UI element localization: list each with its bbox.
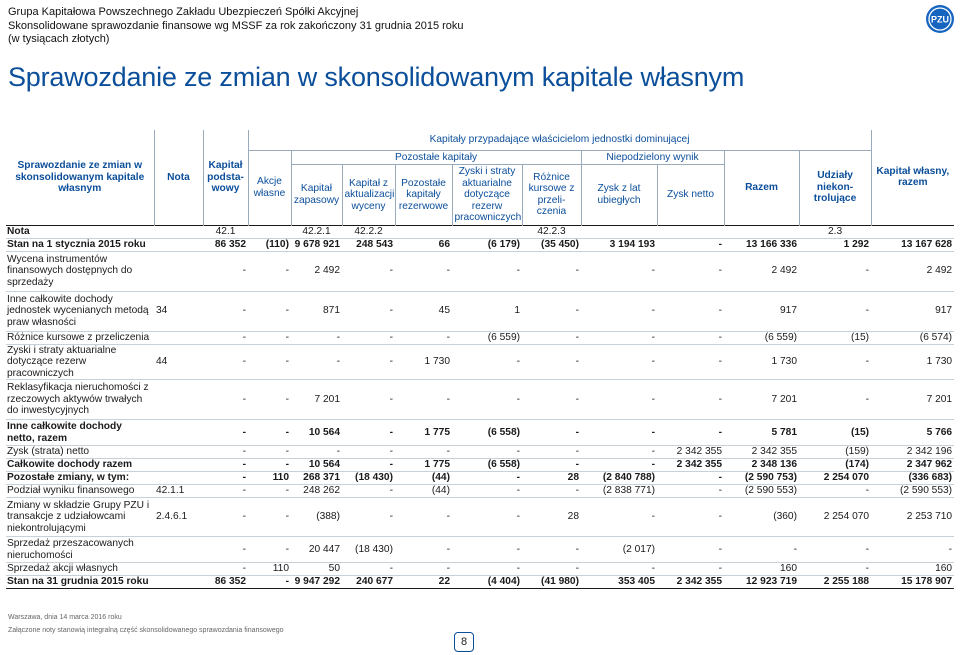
- value-cell: -: [342, 344, 395, 380]
- value-cell: -: [871, 537, 954, 563]
- col-header-label: Sprawozdanie ze zmian w skonsolidowanym kapitale własnym: [15, 160, 145, 194]
- value-cell: (2 590 553): [724, 485, 799, 498]
- row-label: Podział wyniku finansowego: [6, 485, 154, 498]
- row-label: Całkowite dochody razem: [6, 459, 154, 472]
- value-cell: 22: [395, 576, 452, 589]
- value-cell: 13 167 628: [871, 238, 954, 251]
- value-cell: -: [203, 472, 248, 485]
- value-cell: -: [342, 446, 395, 459]
- value-cell: 5 781: [724, 420, 799, 446]
- value-cell: -: [203, 446, 248, 459]
- table-row: [6, 537, 954, 563]
- row-nota: 42.1.1: [154, 485, 203, 498]
- value-cell: 1 775: [395, 459, 452, 472]
- value-cell: 110: [248, 472, 291, 485]
- value-cell: (6 179): [452, 238, 522, 251]
- value-cell: -: [291, 331, 342, 344]
- value-cell: 7 201: [871, 380, 954, 420]
- value-cell: 2 254 070: [799, 498, 871, 537]
- value-cell: -: [248, 459, 291, 472]
- value-cell: 45: [395, 291, 452, 331]
- row-label: Reklasyfikacja nieruchomości z rzeczowych aktywów trwałych do inwestycyjnych: [6, 380, 154, 420]
- footer-place-date: Warszawa, dnia 14 marca 2016 roku: [8, 614, 122, 621]
- value-cell: -: [522, 446, 581, 459]
- value-cell: -: [581, 459, 657, 472]
- row-label: Inne całkowite dochody netto, razem: [6, 420, 154, 446]
- value-cell: (2 838 771): [581, 485, 657, 498]
- value-cell: -: [522, 537, 581, 563]
- value-cell: 28: [522, 472, 581, 485]
- value-cell: 2 492: [724, 251, 799, 291]
- value-cell: -: [522, 344, 581, 380]
- col-header-udzialy: Udziały niekon-trolujące: [799, 150, 871, 225]
- nota-cell: 42.1: [203, 225, 248, 238]
- value-cell: -: [452, 380, 522, 420]
- value-cell: 15 178 907: [871, 576, 954, 589]
- value-cell: -: [522, 459, 581, 472]
- row-nota: [154, 576, 203, 589]
- value-cell: -: [395, 537, 452, 563]
- value-cell: -: [522, 251, 581, 291]
- value-cell: 2 347 962: [871, 459, 954, 472]
- value-cell: 2 492: [291, 251, 342, 291]
- value-cell: (18 430): [342, 537, 395, 563]
- header-units: (w tysiącach złotych): [8, 33, 110, 45]
- value-cell: -: [203, 563, 248, 576]
- value-cell: 1: [452, 291, 522, 331]
- page-number: 8: [454, 632, 474, 652]
- value-cell: (44): [395, 485, 452, 498]
- col-header-nota: Nota: [154, 130, 203, 225]
- value-cell: (44): [395, 472, 452, 485]
- value-cell: -: [657, 485, 724, 498]
- value-cell: (6 574): [871, 331, 954, 344]
- value-cell: 2 342 196: [871, 446, 954, 459]
- value-cell: -: [248, 344, 291, 380]
- row-nota: [154, 238, 203, 251]
- value-cell: 2 255 188: [799, 576, 871, 589]
- value-cell: -: [522, 485, 581, 498]
- value-cell: -: [581, 331, 657, 344]
- value-cell: 2 492: [871, 251, 954, 291]
- col-header-roznice-kursowe: Różnice kursowe z przeli-czenia: [522, 165, 581, 226]
- value-cell: 12 923 719: [724, 576, 799, 589]
- value-cell: -: [248, 251, 291, 291]
- table-row: [6, 576, 954, 589]
- value-cell: -: [657, 498, 724, 537]
- value-cell: -: [522, 380, 581, 420]
- value-cell: 1 730: [871, 344, 954, 380]
- value-cell: -: [452, 485, 522, 498]
- value-cell: (2 590 753): [724, 472, 799, 485]
- pzu-logo: [925, 4, 955, 34]
- value-cell: -: [203, 331, 248, 344]
- value-cell: -: [581, 291, 657, 331]
- nota-cell: [871, 225, 954, 238]
- value-cell: -: [452, 251, 522, 291]
- value-cell: 240 677: [342, 576, 395, 589]
- value-cell: 13 166 336: [724, 238, 799, 251]
- table-row: [6, 563, 954, 576]
- value-cell: -: [248, 291, 291, 331]
- value-cell: -: [203, 459, 248, 472]
- value-cell: -: [395, 251, 452, 291]
- value-cell: 50: [291, 563, 342, 576]
- table-row: [6, 344, 954, 380]
- col-header-razem: Razem: [724, 150, 799, 225]
- row-nota: 44: [154, 344, 203, 380]
- value-cell: 3 194 193: [581, 238, 657, 251]
- value-cell: (15): [799, 420, 871, 446]
- value-cell: -: [203, 420, 248, 446]
- value-cell: -: [203, 291, 248, 331]
- row-label: Pozostałe zmiany, w tym:: [6, 472, 154, 485]
- value-cell: -: [248, 380, 291, 420]
- value-cell: (41 980): [522, 576, 581, 589]
- row-nota: 34: [154, 291, 203, 331]
- value-cell: 10 564: [291, 420, 342, 446]
- value-cell: -: [799, 291, 871, 331]
- col-header-kapital-wlasny-razem: Kapitał własny, razem: [871, 130, 954, 225]
- value-cell: -: [395, 380, 452, 420]
- value-cell: 1 730: [395, 344, 452, 380]
- value-cell: (18 430): [342, 472, 395, 485]
- value-cell: -: [342, 459, 395, 472]
- nota-cell: [248, 225, 291, 238]
- row-nota: [154, 459, 203, 472]
- header-company: Grupa Kapitałowa Powszechnego Zakładu Ubezpieczeń Spółki Akcyjnej: [8, 6, 359, 18]
- value-cell: -: [452, 498, 522, 537]
- value-cell: -: [291, 446, 342, 459]
- row-label: Stan na 1 stycznia 2015 roku: [6, 238, 154, 251]
- value-cell: -: [452, 472, 522, 485]
- value-cell: 86 352: [203, 576, 248, 589]
- col-header-zysk-netto: Zysk netto: [657, 165, 724, 226]
- value-cell: 268 371: [291, 472, 342, 485]
- table-row: [6, 251, 954, 291]
- col-header-kapital-zapasowy: Kapitał zapasowy: [291, 165, 342, 226]
- value-cell: (6 559): [724, 331, 799, 344]
- value-cell: -: [522, 331, 581, 344]
- table-row: [6, 331, 954, 344]
- row-nota: 2.4.6.1: [154, 498, 203, 537]
- table-row: [6, 459, 954, 472]
- value-cell: -: [395, 563, 452, 576]
- value-cell: 66: [395, 238, 452, 251]
- value-cell: -: [724, 537, 799, 563]
- row-nota: [154, 563, 203, 576]
- row-label: Różnice kursowe z przeliczenia: [6, 331, 154, 344]
- value-cell: 2 348 136: [724, 459, 799, 472]
- value-cell: 7 201: [291, 380, 342, 420]
- value-cell: -: [342, 498, 395, 537]
- value-cell: -: [342, 251, 395, 291]
- value-cell: (35 450): [522, 238, 581, 251]
- value-cell: 871: [291, 291, 342, 331]
- nota-row-label: Nota: [6, 225, 154, 238]
- value-cell: -: [657, 472, 724, 485]
- row-label: Zmiany w składzie Grupy PZU i transakcje z udziałowcami niekontrolującymi: [6, 498, 154, 537]
- value-cell: -: [581, 251, 657, 291]
- row-nota: [154, 251, 203, 291]
- value-cell: -: [248, 498, 291, 537]
- value-cell: -: [342, 485, 395, 498]
- value-cell: (15): [799, 331, 871, 344]
- table-row: [6, 420, 954, 446]
- nota-cell: [395, 225, 452, 238]
- value-cell: 248 543: [342, 238, 395, 251]
- table-row: [6, 380, 954, 420]
- value-cell: 2 253 710: [871, 498, 954, 537]
- value-cell: 5 766: [871, 420, 954, 446]
- row-nota: [154, 537, 203, 563]
- value-cell: -: [657, 251, 724, 291]
- value-cell: 110: [248, 563, 291, 576]
- row-label: Inne całkowite dochody jednostek wycenianych metodą praw własności: [6, 291, 154, 331]
- value-cell: -: [452, 563, 522, 576]
- value-cell: -: [581, 498, 657, 537]
- value-cell: -: [452, 446, 522, 459]
- value-cell: -: [799, 380, 871, 420]
- row-label: Sprzedaż akcji własnych: [6, 563, 154, 576]
- value-cell: -: [581, 380, 657, 420]
- value-cell: -: [657, 344, 724, 380]
- value-cell: (110): [248, 238, 291, 251]
- value-cell: 1 730: [724, 344, 799, 380]
- value-cell: (2 590 553): [871, 485, 954, 498]
- table-row: [6, 238, 954, 251]
- value-cell: 28: [522, 498, 581, 537]
- row-label: Zysk (strata) netto: [6, 446, 154, 459]
- value-cell: 10 564: [291, 459, 342, 472]
- document-header: [8, 6, 464, 47]
- value-cell: 2 254 070: [799, 472, 871, 485]
- value-cell: 160: [724, 563, 799, 576]
- table-row: [6, 446, 954, 459]
- value-cell: (336 683): [871, 472, 954, 485]
- value-cell: -: [657, 238, 724, 251]
- value-cell: -: [657, 291, 724, 331]
- value-cell: -: [799, 563, 871, 576]
- value-cell: -: [203, 498, 248, 537]
- value-cell: -: [452, 344, 522, 380]
- value-cell: -: [395, 331, 452, 344]
- row-nota: [154, 446, 203, 459]
- table-body: [6, 225, 954, 589]
- value-cell: -: [657, 380, 724, 420]
- value-cell: -: [657, 420, 724, 446]
- nota-cell: [452, 225, 522, 238]
- row-label: Wycena instrumentów finansowych dostępnych do sprzedaży: [6, 251, 154, 291]
- value-cell: 917: [724, 291, 799, 331]
- value-cell: 2 342 355: [657, 446, 724, 459]
- value-cell: -: [657, 331, 724, 344]
- row-nota: [154, 331, 203, 344]
- value-cell: -: [452, 537, 522, 563]
- value-cell: (6 558): [452, 459, 522, 472]
- value-cell: -: [248, 576, 291, 589]
- value-cell: -: [395, 498, 452, 537]
- value-cell: 2 342 355: [657, 576, 724, 589]
- value-cell: -: [248, 485, 291, 498]
- value-cell: 353 405: [581, 576, 657, 589]
- value-cell: 917: [871, 291, 954, 331]
- value-cell: 9 947 292: [291, 576, 342, 589]
- row-nota: [154, 420, 203, 446]
- value-cell: -: [203, 251, 248, 291]
- row-label: Zyski i straty aktuarialne dotyczące rezerw pracowniczych: [6, 344, 154, 380]
- value-cell: -: [799, 251, 871, 291]
- table-row: [6, 485, 954, 498]
- nota-cell: 42.2.3: [522, 225, 581, 238]
- value-cell: -: [342, 291, 395, 331]
- col-header-pozostale-rezerwowe: Pozostałe kapitały rezerwowe: [395, 165, 452, 226]
- value-cell: -: [203, 344, 248, 380]
- value-cell: -: [657, 537, 724, 563]
- col-header-zysk-lat-ubieglych: Zysk z lat ubiegłych: [581, 165, 657, 226]
- value-cell: -: [203, 537, 248, 563]
- value-cell: 1 775: [395, 420, 452, 446]
- row-label: Stan na 31 grudnia 2015 roku: [6, 576, 154, 589]
- col-header-zyski-straty-aktuarialne: Zyski i straty aktuarialne dotyczące rezerw pracowniczych: [452, 165, 522, 226]
- value-cell: -: [203, 485, 248, 498]
- value-cell: -: [248, 537, 291, 563]
- value-cell: -: [799, 485, 871, 498]
- value-cell: -: [581, 563, 657, 576]
- col-group-other-capital: Pozostałe kapitały: [291, 150, 581, 165]
- value-cell: -: [522, 291, 581, 331]
- row-nota: [154, 380, 203, 420]
- nota-cell: [154, 225, 203, 238]
- nota-row: [6, 225, 954, 238]
- value-cell: -: [248, 331, 291, 344]
- value-cell: (360): [724, 498, 799, 537]
- nota-cell: 42.2.2: [342, 225, 395, 238]
- row-nota: [154, 472, 203, 485]
- value-cell: -: [581, 344, 657, 380]
- nota-cell: [724, 225, 799, 238]
- value-cell: (2 017): [581, 537, 657, 563]
- value-cell: -: [522, 563, 581, 576]
- value-cell: (159): [799, 446, 871, 459]
- nota-cell: 42.2.1: [291, 225, 342, 238]
- value-cell: -: [522, 420, 581, 446]
- col-header-akcje-wlasne: Akcje własne: [248, 150, 291, 225]
- value-cell: 20 447: [291, 537, 342, 563]
- nota-cell: 2.3: [799, 225, 871, 238]
- value-cell: -: [799, 344, 871, 380]
- value-cell: -: [342, 420, 395, 446]
- col-group-retained: Niepodzielony wynik: [581, 150, 724, 165]
- value-cell: -: [342, 563, 395, 576]
- value-cell: 7 201: [724, 380, 799, 420]
- footer-note: Załączone noty stanowią integralną część skonsolidowanego sprawozdania finansowego: [8, 627, 284, 634]
- col-header-kapital-podstawowy: Kapitał podsta-wowy: [203, 130, 248, 225]
- value-cell: (6 558): [452, 420, 522, 446]
- value-cell: 1 292: [799, 238, 871, 251]
- value-cell: (4 404): [452, 576, 522, 589]
- value-cell: 2 342 355: [724, 446, 799, 459]
- page-title: Sprawozdanie ze zmian w skonsolidowanym kapitale własnym: [8, 62, 745, 92]
- header-report: Skonsolidowane sprawozdanie finansowe wg MSSF za rok zakończony 31 grudnia 2015 roku: [8, 19, 464, 32]
- value-cell: -: [248, 420, 291, 446]
- value-cell: 248 262: [291, 485, 342, 498]
- value-cell: -: [342, 380, 395, 420]
- nota-cell: [657, 225, 724, 238]
- nota-cell: [581, 225, 657, 238]
- value-cell: -: [581, 420, 657, 446]
- value-cell: (6 559): [452, 331, 522, 344]
- value-cell: 9 678 921: [291, 238, 342, 251]
- value-cell: -: [342, 331, 395, 344]
- value-cell: 2 342 355: [657, 459, 724, 472]
- col-header-kapital-aktualizacji: Kapitał z aktualizacji wyceny: [342, 165, 395, 226]
- value-cell: 160: [871, 563, 954, 576]
- value-cell: -: [248, 446, 291, 459]
- value-cell: -: [291, 344, 342, 380]
- value-cell: -: [799, 537, 871, 563]
- equity-statement-table: [6, 130, 954, 589]
- value-cell: (2 840 788): [581, 472, 657, 485]
- logo-text: PZU: [931, 14, 949, 25]
- value-cell: 86 352: [203, 238, 248, 251]
- value-cell: -: [657, 563, 724, 576]
- table-row: [6, 291, 954, 331]
- value-cell: -: [395, 446, 452, 459]
- row-label: Sprzedaż przeszacowanych nieruchomości: [6, 537, 154, 563]
- table-row: [6, 498, 954, 537]
- value-cell: -: [203, 380, 248, 420]
- table-row: [6, 472, 954, 485]
- col-group-parent: Kapitały przypadające właścicielom jednostki dominującej: [248, 130, 871, 150]
- value-cell: (174): [799, 459, 871, 472]
- value-cell: (388): [291, 498, 342, 537]
- value-cell: -: [581, 446, 657, 459]
